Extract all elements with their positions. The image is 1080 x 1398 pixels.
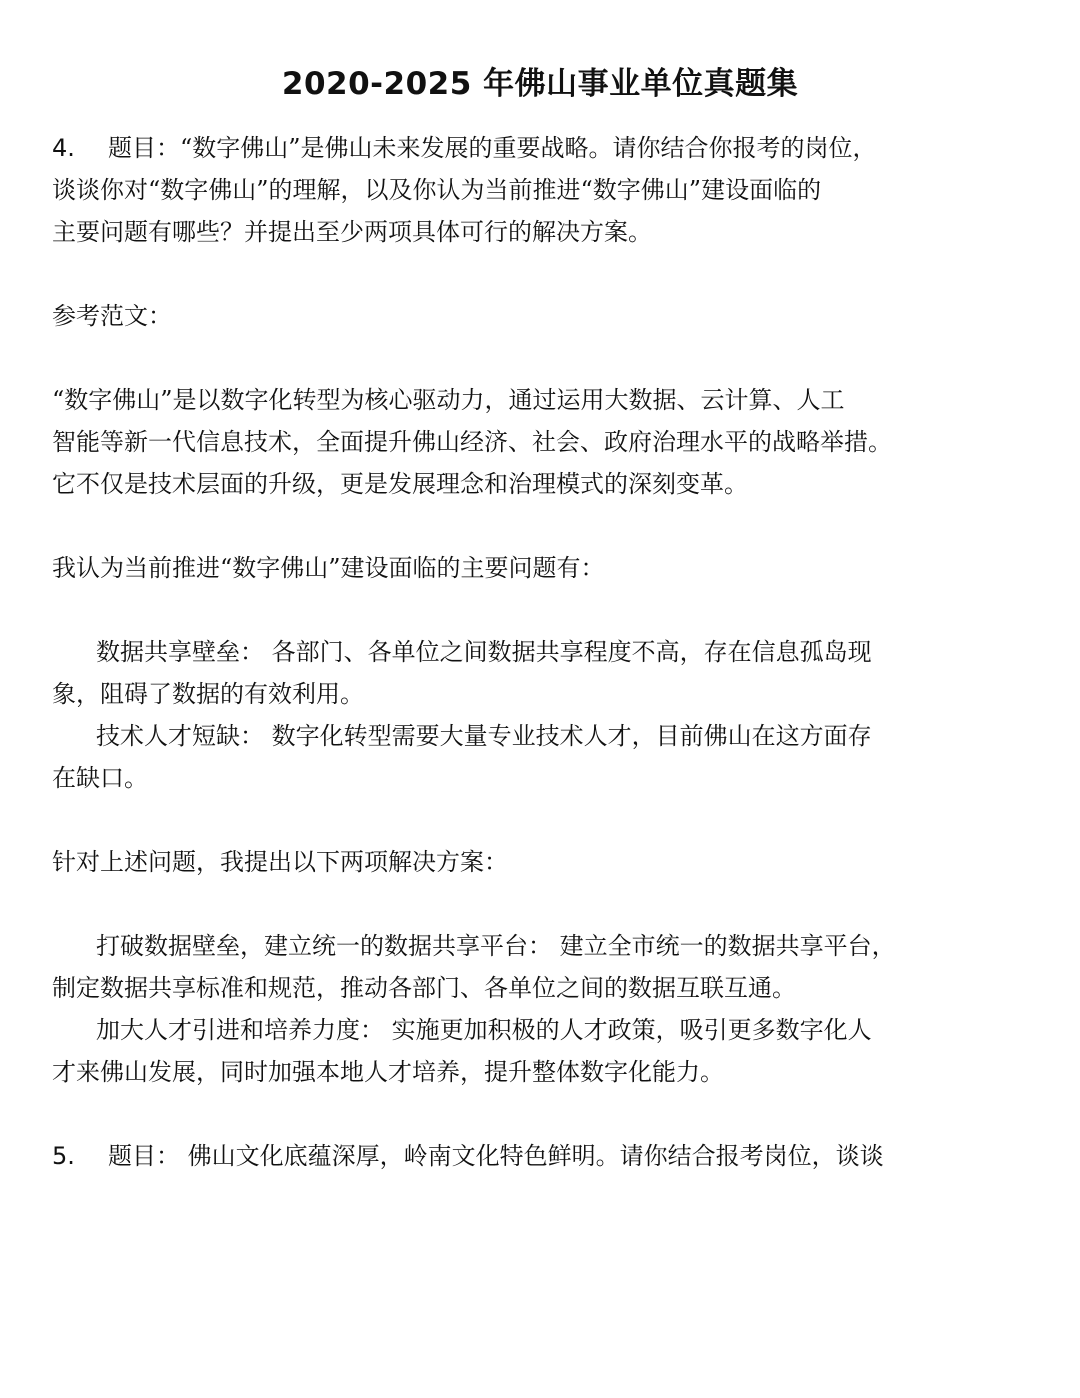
question-4-number: 4. [52,134,75,162]
document-title: 2020-2025 年佛山事业单位真题集 [281,66,799,102]
question-5 [52,1135,1052,1177]
document-body [52,127,1052,1177]
problem-2 [52,715,1052,799]
understanding-line-3: 它不仅是技术层面的升级，更是发展理念和治理模式的深刻变革。 [52,470,748,498]
question-4-line-1: 4. 题目：“数字佛山”是佛山未来发展的重要战略。请你结合你报考的岗位， [52,127,1052,169]
solution-2 [52,1009,1052,1093]
understanding-line-1: “数字佛山”是以数字化转型为核心驱动力，通过运用大数据、云计算、人工 [52,386,845,414]
problem-2-line-2: 在缺口。 [52,764,148,792]
reference-label: 参考范文： [52,302,172,330]
problems-intro: 我认为当前推进“数字佛山”建设面临的主要问题有： [52,554,605,582]
solution-1-line-2: 制定数据共享标准和规范，推动各部门、各单位之间的数据互联互通。 [52,974,796,1002]
problem-2-line-1: 技术人才短缺： 数字化转型需要大量专业技术人才，目前佛山在这方面存 [96,722,872,750]
solution-2-line-1: 加大人才引进和培养力度： 实施更加积极的人才政策，吸引更多数字化人 [96,1016,872,1044]
question-5-line-1: 5. 题目： 佛山文化底蕴深厚，岭南文化特色鲜明。请你结合报考岗位，谈谈 [52,1135,1052,1177]
question-4-line-2: 谈谈你对“数字佛山”的理解，以及你认为当前推进“数字佛山”建设面临的 [52,176,822,204]
problem-1 [52,631,1052,715]
problem-1-line-1: 数据共享壁垒： 各部门、各单位之间数据共享程度不高，存在信息孤岛现 [96,638,872,666]
solution-1 [52,925,1052,1009]
question-4 [52,127,1052,253]
question-4-line-3: 主要问题有哪些？并提出至少两项具体可行的解决方案。 [52,218,652,246]
solutions-intro: 针对上述问题，我提出以下两项解决方案： [52,848,508,876]
solution-2-line-2: 才来佛山发展，同时加强本地人才培养，提升整体数字化能力。 [52,1058,724,1086]
solution-1-line-1: 打破数据壁垒，建立统一的数据共享平台： 建立全市统一的数据共享平台， [96,932,896,960]
problem-1-line-2: 象，阻碍了数据的有效利用。 [52,680,364,708]
understanding-line-2: 智能等新一代信息技术，全面提升佛山经济、社会、政府治理水平的战略举措。 [52,428,892,456]
understanding-paragraph [52,379,1052,505]
question-5-number: 5. [52,1142,75,1170]
